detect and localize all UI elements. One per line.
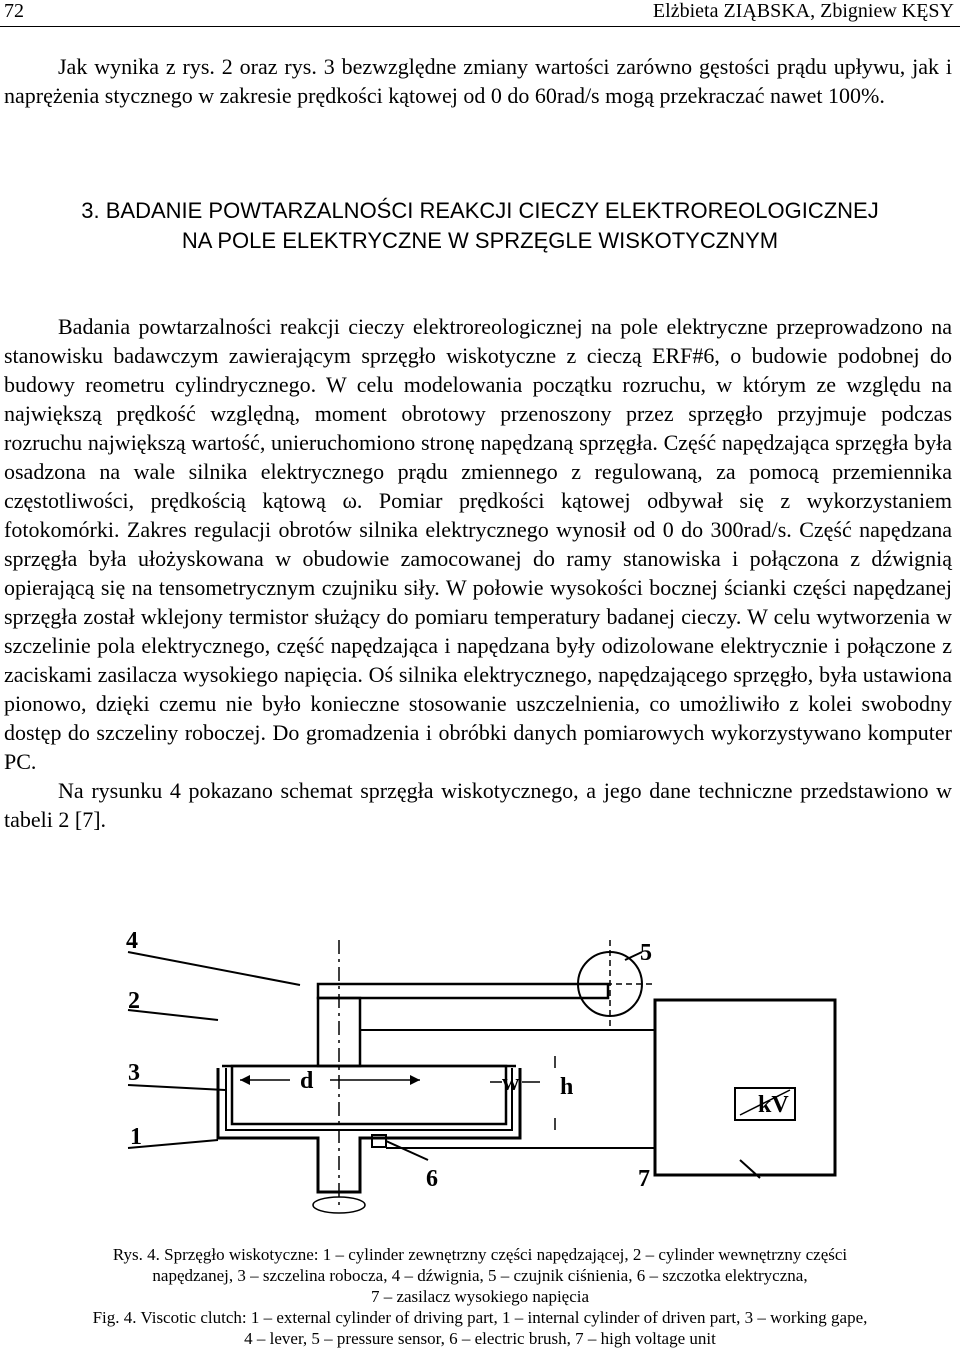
page-number: 72 [4, 0, 24, 22]
caption-pl-line-1: Rys. 4. Sprzęgło wiskotyczne: 1 – cylinder zewnętrzny części napędzającej, 2 – cylinder wewnętrzny części [112, 1245, 848, 1264]
clutch-diagram [0, 920, 960, 1240]
lever [318, 984, 608, 998]
figure-4-clutch-schematic [0, 920, 960, 1240]
label-h: h [560, 1074, 574, 1100]
caption-pl-line-2: napędzanej, 3 – szczelina robocza, 4 – dźwignia, 5 – czujnik ciśnienia, 6 – szczotka elektryczna, [152, 1266, 808, 1285]
intro-paragraph: Jak wynika z rys. 2 oraz rys. 3 bezwzględne zmiany wartości zarówno gęstości prądu upływu, jak i naprężenia stycznego w zakresie prędkości kątowej od 0 do 60rad/s mogą przekraczać nawet 100%. [4, 54, 952, 108]
section-heading [0, 196, 960, 256]
label-1: 1 [130, 1124, 142, 1150]
leader-line-6 [386, 1141, 428, 1160]
label-d: d [300, 1068, 314, 1094]
body-paragraph-1: Badania powtarzalności reakcji cieczy elektroreologicznej na pole elektryczne przeprowadzono na stanowisku badawczym zawierającym sprzęgło wiskotyczne z cieczą ERF#6, o budowie podobnej do budowy reometru cylindrycznego. W celu modelowania początku rozruchu, w którym ze względu na największą prędkość względną, moment obrotowy przenoszony przez sprzęgło przyjmuje podczas rozruchu największą wartość, unieruchomiono stronę napędzaną sprzęgła. Część napędzająca sprzęgła była osadzona na wale silnika elektrycznego prądu zmiennego z regulowaną, za pomocą przemiennika częstotliwości, prędkością kątową ω. Pomiar prędkości kątowej odbywał się z wykorzystaniem fotokomórki. Zakres regulacji obrotów silnika elektrycznego wynosił od 0 do 300rad/s. Część napędzana sprzęgła była ułożyskowana w obudowie zamocowanej do ramy stanowiska i połączona z dźwignią opierającą się na tensometrycznym czujniku siły. W połowie wysokości bocznej ścianki części napędzanej sprzęgła został wklejony termistor służący do pomiaru temperatury badanej cieczy. W celu wytworzenia w szczelinie pola elektrycznego, część napędzająca i napędzana były odizolowane elektrycznie i połączone z zaciskami zasilacza wysokiego napięcia. Oś silnika elektrycznego, napędzającego sprzęgło, była ustawiona pionowo, dzięki czemu nie było konieczne stosowanie uszczelnienia, co umożliwiło z kolei swobodny dostęp do szczeliny roboczej. Do gromadzenia i obróbki danych pomiarowych wykorzystywano komputer PC. [4, 314, 952, 774]
header-rule [0, 26, 960, 27]
caption-en-line-1: Fig. 4. Viscotic clutch: 1 – external cylinder of driving part, 1 – internal cylinder of driven part, 3 – working gape, [92, 1308, 868, 1327]
section-heading-line-2: NA POLE ELEKTRYCZNE W SPRZĘGLE WISKOTYCZNYM [181, 228, 779, 253]
label-w: w [502, 1070, 520, 1096]
label-2: 2 [128, 988, 140, 1014]
section-heading-line-1: 3. BADANIE POWTARZALNOŚCI REAKCJI CIECZY ELEKTROREOLOGICZNEJ [81, 198, 879, 223]
label-5: 5 [640, 940, 652, 966]
caption-en-line-2: 4 – lever, 5 – pressure sensor, 6 – electric brush, 7 – high voltage unit [244, 1329, 716, 1348]
caption-pl-line-3: 7 – zasilacz wysokiego napięcia [370, 1287, 590, 1306]
label-6: 6 [426, 1166, 438, 1192]
body-paragraph-2: Na rysunku 4 pokazano schemat sprzęgła wiskotycznego, a jego dane techniczne przedstawiono w tabeli 2 [7]. [4, 778, 952, 832]
inner-cylinder [232, 1066, 506, 1124]
label-kv: kV [758, 1092, 789, 1118]
leader-line-4 [128, 952, 300, 985]
header-authors: Elżbieta ZIĄBSKA, Zbigniew KĘSY [652, 0, 954, 22]
leader-line-3 [128, 1085, 225, 1090]
running-header [0, 0, 960, 28]
leader-line-2 [128, 1010, 218, 1020]
figure-caption [0, 1244, 960, 1349]
section-body [4, 312, 952, 834]
label-3: 3 [128, 1060, 140, 1086]
label-7: 7 [638, 1166, 650, 1192]
label-4: 4 [126, 928, 138, 954]
